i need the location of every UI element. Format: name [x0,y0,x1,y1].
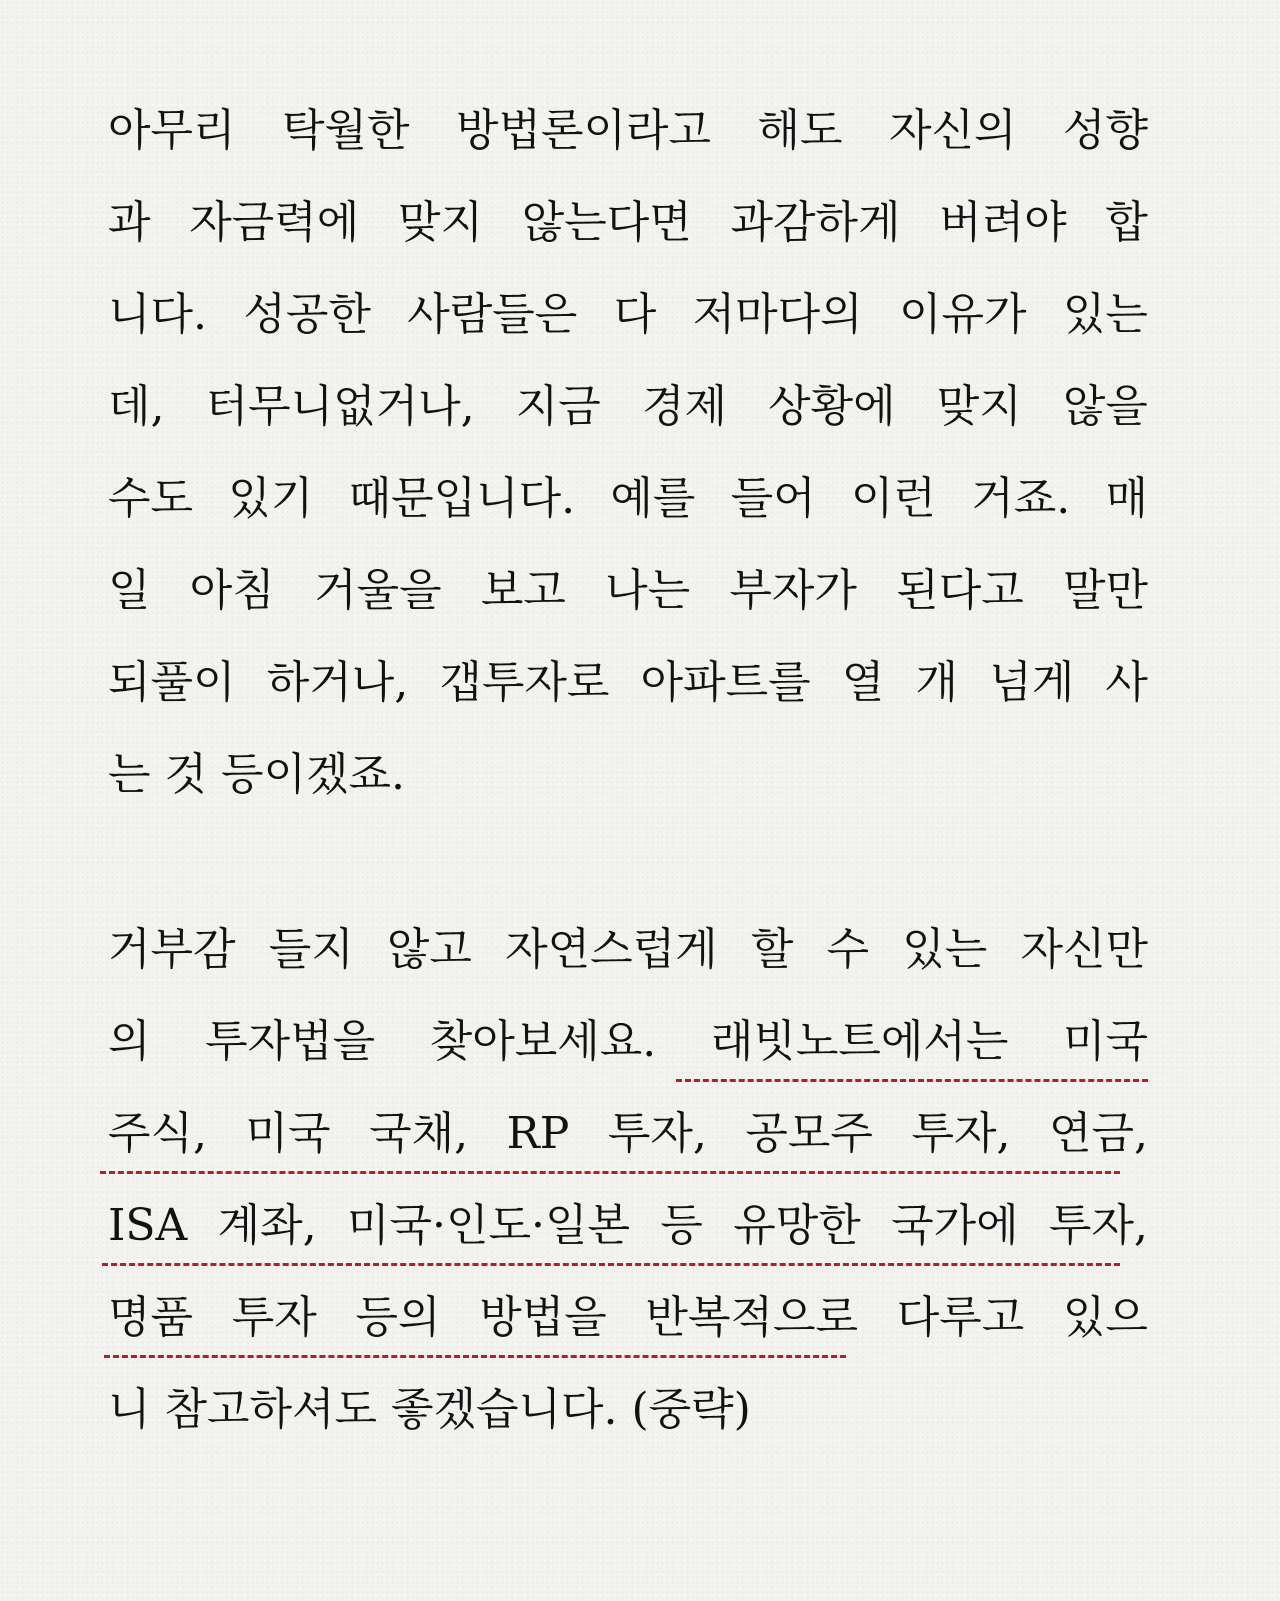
text-line [108,650,1148,742]
text-fragment: 투자, [911,1108,1011,1159]
text-fragment: 명품 [108,1292,194,1343]
text-fragment: 예를 [610,473,696,524]
text-line [108,466,1148,558]
text-fragment: 유망한 [733,1200,861,1251]
text-fragment: 성향 [1062,105,1148,156]
text-fragment: 방법을 [479,1292,607,1343]
text-fragment: 않고 [386,924,472,975]
text-fragment: 지금 [515,381,601,432]
text-fragment: 된다고 [896,565,1024,616]
text-fragment: 되풀이 [108,657,236,708]
text-fragment: 할 [750,924,794,975]
text-fragment: 있는 [1062,289,1148,340]
text-fragment: 거죠. [971,473,1071,524]
text-fragment: 들어 [730,473,816,524]
text-fragment: 래빗노트에서는 [710,1016,1009,1067]
text-fragment: 말만 [1062,565,1148,616]
text-fragment: 부자가 [729,565,857,616]
text-fragment: 경제 [641,381,727,432]
text-fragment: 미국 [245,1108,331,1159]
text-fragment: 자신만 [1020,924,1148,975]
text-fragment: 있기 [228,473,314,524]
highlight-underline [100,1171,1120,1174]
highlight-underline [104,1355,846,1358]
text-fragment: 자연스럽게 [505,924,718,975]
text-line [108,98,1148,190]
text-fragment: 사람들은 [407,289,578,340]
text-fragment: 탁월한 [281,105,410,156]
text-fragment: 때문입니다. [348,473,576,524]
text-fragment: 투자, [607,1108,707,1159]
text-fragment: 아파트를 [640,657,811,708]
text-fragment: 일 [108,565,151,616]
text-fragment: 다 [613,289,657,340]
text-fragment: 넘게 [989,657,1075,708]
text-fragment: 수도 [108,473,194,524]
text-line [108,917,1148,1009]
text-line [108,1101,1148,1193]
text-fragment: 찾아보세요. [429,1016,657,1067]
text-fragment: 과감하게 [730,197,901,248]
paragraph-2 [108,917,1148,1469]
text-fragment: 등의 [355,1292,441,1343]
text-fragment: 의 [108,1016,151,1067]
text-fragment: 갭투자로 [439,657,610,708]
text-fragment: 거울을 [314,565,442,616]
text-fragment: 수 [826,924,870,975]
text-fragment: 성공한 [243,289,371,340]
text-fragment: ISA [108,1200,188,1251]
text-fragment: 연금, [1048,1108,1148,1159]
text-fragment: 보고 [480,565,566,616]
text-fragment: 상황에 [768,381,896,432]
text-fragment: 나는 [605,565,691,616]
text-fragment: 해도 [757,105,843,156]
text-fragment: 있는 [902,924,988,975]
text-fragment: 투자법을 [205,1016,376,1067]
text-line [108,190,1148,282]
text-fragment: 과 [108,197,151,248]
text-fragment: 이런 [850,473,936,524]
text-fragment: 자신의 [888,105,1017,156]
text-fragment: 반복적으로 [645,1292,858,1343]
text-fragment: 국채, [369,1108,469,1159]
text-fragment: 등 [660,1200,703,1251]
text-fragment: 거부감 [108,924,236,975]
text-fragment: 니 참고하셔도 좋겠습니다. (중략) [108,1384,751,1435]
text-fragment: 아침 [189,565,275,616]
text-fragment: 맞지 [936,381,1022,432]
text-fragment: 주식, [108,1108,207,1159]
text-fragment: 미국·인도·일본 [347,1200,630,1251]
text-fragment: 저마다의 [692,289,863,340]
text-line [108,558,1148,650]
text-fragment: 매 [1105,473,1148,524]
text-fragment: 미국 [1062,1016,1148,1067]
text-fragment: 합 [1105,197,1148,248]
text-fragment: 않는다면 [521,197,692,248]
text-line-last [108,742,1148,834]
text-fragment: 이유가 [899,289,1027,340]
highlight-underline [676,1079,1148,1082]
text-fragment: 맞지 [397,197,483,248]
text-fragment: 있으 [1062,1292,1148,1343]
text-line [108,1285,1148,1377]
text-fragment: 않을 [1062,381,1148,432]
text-fragment: 국가에 [891,1200,1019,1251]
text-fragment: 열 [841,657,885,708]
text-fragment: 투자 [231,1292,317,1343]
text-fragment: 버려야 [939,197,1067,248]
text-fragment: 니다. [108,289,207,340]
text-fragment: 계좌, [217,1200,317,1251]
text-fragment: 데, [108,381,165,432]
text-line [108,282,1148,374]
text-fragment: RP [506,1108,570,1159]
text-line [108,1009,1148,1101]
text-fragment: 터무니없거나, [205,381,475,432]
text-fragment: 아무리 [108,105,236,156]
text-fragment: 다루고 [896,1292,1025,1343]
text-fragment: 투자, [1048,1200,1148,1251]
highlight-underline [102,1263,1120,1266]
text-fragment: 하거나, [266,657,409,708]
text-line [108,374,1148,466]
text-line-last [108,1377,1148,1469]
text-fragment: 공모주 [745,1108,873,1159]
text-fragment: 방법론이라고 [455,105,711,156]
text-line [108,1193,1148,1285]
text-fragment: 는 것 등이겠죠. [108,749,405,800]
text-fragment: 사 [1105,657,1148,708]
text-fragment: 자금력에 [189,197,360,248]
paragraph-1 [108,98,1148,834]
text-fragment: 들지 [268,924,354,975]
text-fragment: 개 [915,657,959,708]
